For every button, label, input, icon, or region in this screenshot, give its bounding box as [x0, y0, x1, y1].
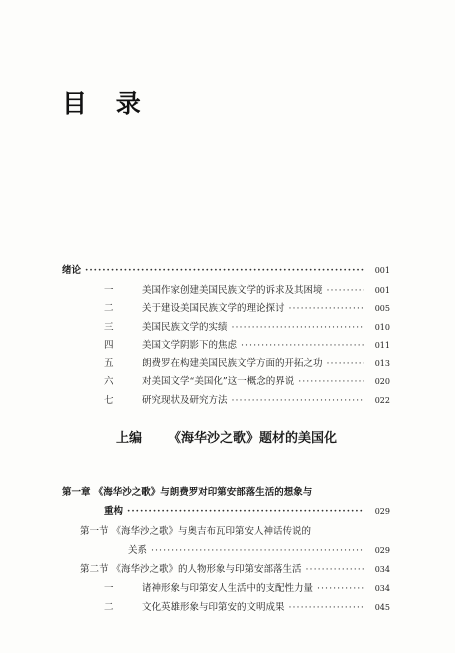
toc-entry-page: 001: [374, 266, 390, 275]
part-number: 上编: [116, 431, 143, 446]
toc-subentry-page: 010: [374, 323, 390, 332]
toc-entry-page: 029: [374, 507, 390, 516]
toc-subentry-page: 034: [374, 584, 390, 593]
toc-subentry[interactable]: [104, 392, 390, 406]
leader-dots: [289, 602, 364, 613]
toc-subentry-label: 美国文学阴影下的焦虑: [142, 340, 238, 351]
toc-entry-label: 第二节 《海华沙之歌》的人物形象与印第安部落生活: [80, 564, 302, 575]
leader-dots: [232, 322, 364, 333]
toc-section-line1[interactable]: 第一节 《海华沙之歌》与奥吉布瓦印第安人神话传说的: [80, 526, 312, 537]
leader-dots: [85, 265, 364, 276]
leader-dots: [151, 545, 364, 556]
toc-subentry-label: 诸神形象与印第安人生活中的支配性力量: [142, 583, 314, 594]
toc-subentry-label: 研究现状及研究方法: [142, 395, 228, 406]
toc-chapter-line2[interactable]: [104, 503, 390, 517]
toc-subentry[interactable]: [104, 355, 390, 369]
toc-subentry-page: 013: [374, 359, 390, 368]
toc-subentry[interactable]: [104, 300, 390, 314]
toc-section-line2[interactable]: [128, 542, 390, 556]
toc-subentry-number: 四: [104, 340, 114, 351]
toc-subentry[interactable]: [104, 599, 390, 613]
toc-subentry-label: 关于建设美国民族文学的理论探讨: [142, 303, 285, 314]
toc-subentry-number: 二: [104, 602, 114, 613]
leader-dots: [241, 340, 364, 351]
toc-subentry[interactable]: [104, 373, 390, 387]
leader-dots: [306, 564, 364, 575]
toc-entry-page: 034: [374, 565, 390, 574]
page-title: 目 录: [62, 89, 151, 118]
toc-subentry-label: 美国作家创建美国民族文学的诉求及其困境: [142, 285, 323, 296]
toc-chapter-line1[interactable]: 第一章 《海华沙之歌》与朗费罗对印第安部落生活的想象与: [62, 487, 313, 498]
toc-entry-page: 029: [374, 546, 390, 555]
toc-subentry-number: 二: [104, 303, 114, 314]
toc-subentry-page: 045: [374, 603, 390, 612]
leader-dots: [232, 395, 364, 406]
part-title: 《海华沙之歌》题材的美国化: [168, 431, 338, 446]
leader-dots: [327, 358, 364, 369]
toc-subentry[interactable]: [104, 282, 390, 296]
leader-dots: [289, 303, 364, 314]
toc-subentry-number: 五: [104, 358, 114, 369]
toc-subentry-number: 六: [104, 376, 114, 387]
toc-subentry-label: 朗费罗在构建美国民族文学方面的开拓之功: [142, 358, 323, 369]
part-heading[interactable]: [116, 427, 337, 446]
toc-subentry-number: 一: [104, 583, 114, 594]
toc-subentry[interactable]: [104, 319, 390, 333]
toc-subentry-page: 022: [374, 396, 390, 405]
toc-entry-label: 绪论: [62, 265, 82, 276]
toc-subentry-number: 一: [104, 285, 114, 296]
toc-subentry[interactable]: [104, 580, 390, 594]
toc-subentry-label: 文化英雄形象与印第安的文明成果: [142, 602, 285, 613]
leader-dots: [317, 583, 364, 594]
toc-entry-intro[interactable]: [62, 262, 390, 276]
toc-subentry-page: 005: [374, 304, 390, 313]
toc-subentry-page: 020: [374, 377, 390, 386]
leader-dots: [127, 506, 364, 517]
toc-section[interactable]: [80, 561, 390, 575]
toc-entry-label: 关系: [128, 545, 148, 556]
leader-dots: [298, 376, 364, 387]
toc-subentry-number: 三: [104, 322, 114, 333]
toc-subentry-label: 对美国文学“美国化”这一概念的界说: [142, 376, 295, 387]
toc-subentry-page: 011: [374, 341, 390, 350]
leader-dots: [327, 285, 364, 296]
toc-subentry-page: 001: [374, 286, 390, 295]
toc-entry-label: 重构: [104, 506, 124, 517]
toc-subentry-label: 美国民族文学的实绩: [142, 322, 228, 333]
toc-subentry-number: 七: [104, 395, 114, 406]
toc-subentry[interactable]: [104, 337, 390, 351]
